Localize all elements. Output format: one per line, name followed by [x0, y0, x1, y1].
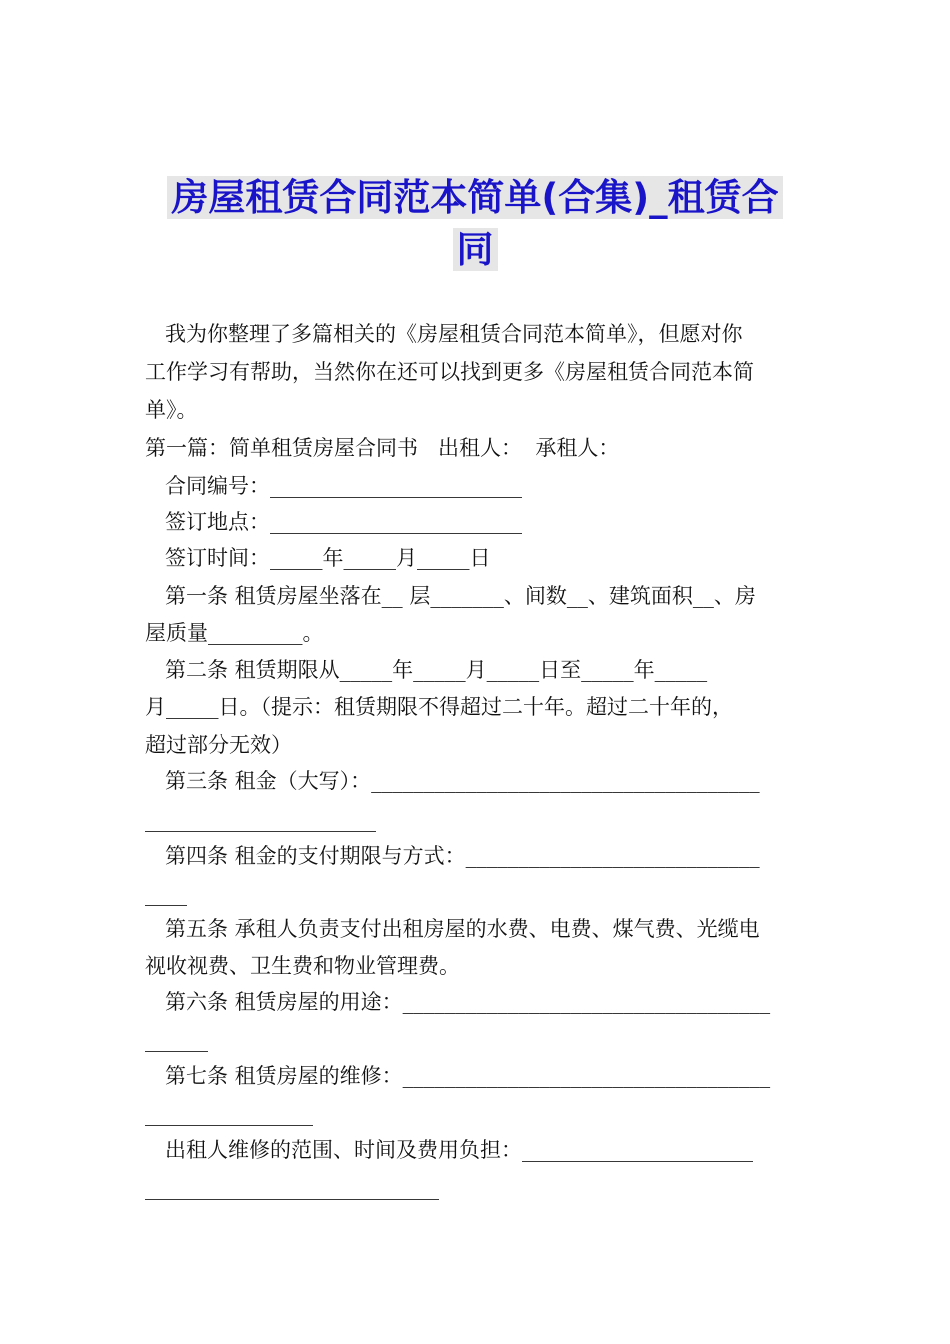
- intro-line-1: 我为你整理了多篇相关的《房屋租赁合同范本简单》，但愿对你: [165, 322, 743, 346]
- signing-place-line: 签订地点：________________________: [165, 510, 522, 534]
- contract-number-line: 合同编号：________________________: [165, 474, 522, 498]
- maintenance-line-1: 出租人维修的范围、时间及费用负担：______________________: [165, 1138, 753, 1162]
- article-5-line-1: 第五条 承租人负责支付出租房屋的水费、电费、煤气费、光缆电: [165, 917, 760, 941]
- article-4-line-2: ____: [145, 882, 187, 906]
- section-heading: 第一篇：简单租赁房屋合同书 出租人： 承租人：: [145, 436, 620, 460]
- article-4-line-1: 第四条 租金的支付期限与方式：____________________________: [165, 844, 760, 868]
- title-line-1: 房屋租赁合同范本简单(合集)_租赁合: [167, 176, 782, 219]
- intro-line-3: 单》。: [145, 398, 198, 422]
- article-3-line-2: ______________________: [145, 808, 376, 832]
- article-1-line-2: 屋质量_________。: [145, 621, 324, 645]
- article-2-line-1: 第二条 租赁期限从_____年_____月_____日至_____年_____: [165, 658, 708, 682]
- article-1-line-1: 第一条 租赁房屋坐落在__ 层_______、间数__、建筑面积__、房: [165, 584, 756, 608]
- article-3-line-1: 第三条 租金（大写）：_____________________________________: [165, 769, 760, 793]
- article-6-line-1: 第六条 租赁房屋的用途：___________________________________: [165, 990, 771, 1014]
- article-2-line-2: 月_____日。（提示：租赁期限不得超过二十年。超过二十年的，: [145, 695, 733, 719]
- article-5-line-2: 视收视费、卫生费和物业管理费。: [145, 954, 460, 978]
- article-7-line-2: ________________: [145, 1102, 313, 1126]
- intro-line-2: 工作学习有帮助，当然你在还可以找到更多《房屋租赁合同范本简: [145, 360, 754, 384]
- signing-time-line: 签订时间：_____年_____月_____日: [165, 546, 491, 570]
- article-2-line-3: 超过部分无效）: [145, 733, 292, 757]
- article-6-line-2: ______: [145, 1028, 208, 1052]
- title-line-2: 同: [453, 228, 498, 271]
- article-7-line-1: 第七条 租赁房屋的维修：___________________________________: [165, 1064, 771, 1088]
- document-title: [150, 172, 800, 276]
- maintenance-line-2: ____________________________: [145, 1176, 439, 1200]
